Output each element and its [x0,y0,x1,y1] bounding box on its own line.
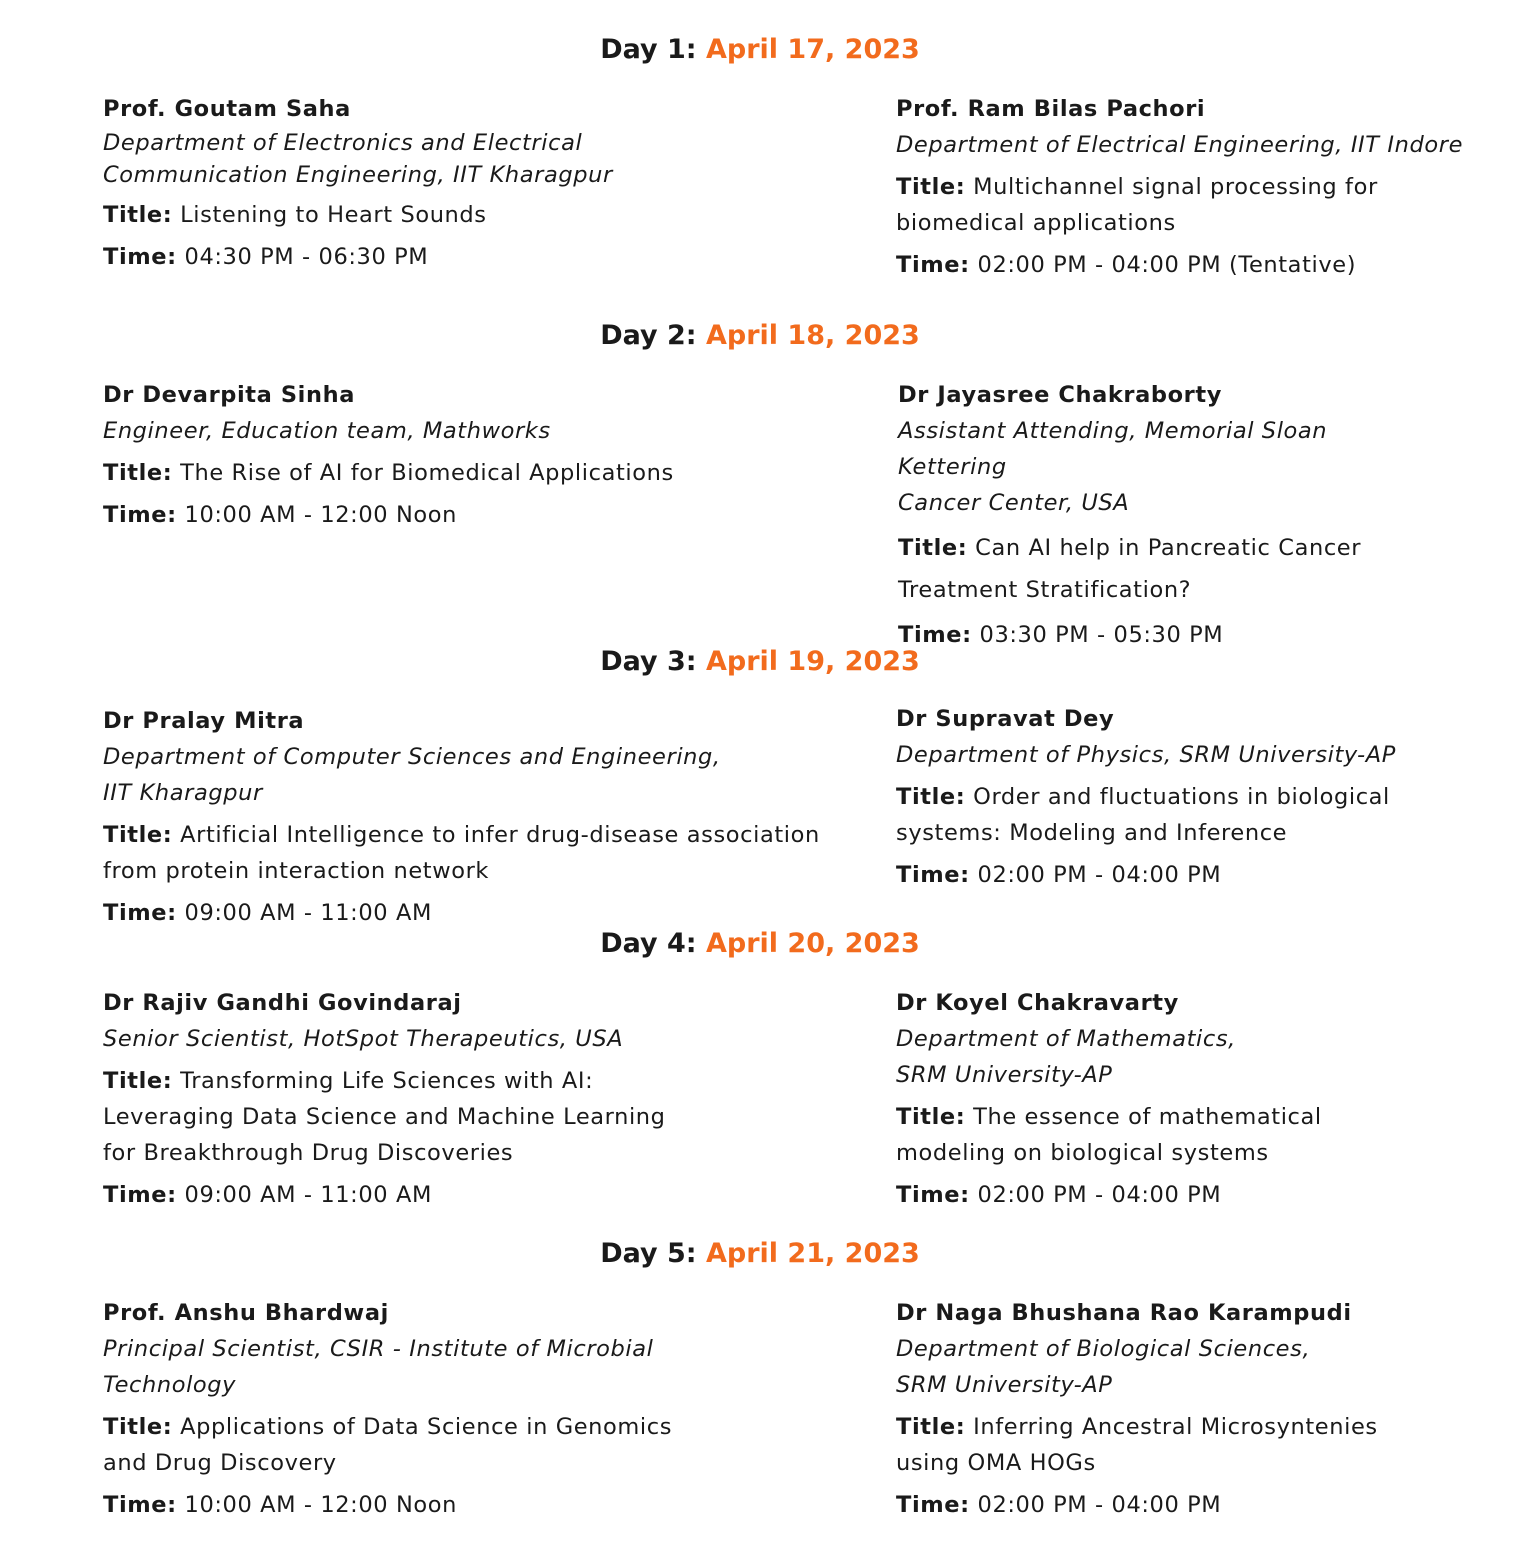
affiliation-line: Cancer Center, USA [898,490,1130,516]
talk-time [103,1487,693,1523]
speaker-card-naga-bhushana-rao-karampudi [896,1295,1436,1529]
talk-time-text: 02:00 PM - 04:00 PM [977,1182,1222,1208]
affiliation-line: Senior Scientist, HotSpot Therapeutics, USA [103,1026,624,1052]
time-label: Time: [896,1492,970,1518]
day-2-heading [0,318,1520,354]
speaker-name: Dr Pralay Mitra [103,708,305,734]
speaker-card-koyel-chakravarty [896,985,1366,1219]
talk-time [103,239,723,275]
talk-title [103,1409,693,1481]
talk-title [896,169,1456,241]
talk-time [896,1487,1436,1523]
talk-title-text: Artificial Intelligence to infer drug-disease association from protein interaction network [103,822,820,884]
day-date: April 20, 2023 [705,928,920,959]
day-label: Day 4: [600,928,697,959]
speaker-card-goutam-saha [103,91,723,281]
day-3-heading [0,644,1520,680]
speaker-name: Dr Supravat Dey [896,706,1115,732]
affiliation-line: Department of Electrical Engineering, IIT Indore [896,132,1464,158]
speaker-affiliation [103,739,823,811]
talk-time-text: 02:00 PM - 04:00 PM [977,862,1222,888]
talk-time-text: 04:30 PM - 06:30 PM [184,244,429,270]
talk-title [103,817,823,889]
time-label: Time: [103,502,177,528]
talk-title [898,527,1438,611]
day-date: April 18, 2023 [705,320,920,351]
talk-title-text: Applications of Data Science in Genomics and Drug Discovery [103,1414,673,1476]
affiliation-line: Engineer, Education team, Mathworks [103,418,551,444]
talk-title [103,1063,683,1171]
talk-time [896,247,1456,283]
speaker-affiliation [103,1331,693,1403]
day-date: April 19, 2023 [705,646,920,677]
affiliation-line: Technology [103,1372,237,1398]
talk-title-text: Multichannel signal processing for biomedical applications [896,174,1378,236]
talk-time-text: 10:00 AM - 12:00 Noon [184,1492,457,1518]
day-date: April 21, 2023 [705,1238,920,1269]
talk-time [103,497,803,533]
affiliation-line: Communication Engineering, IIT Kharagpur [103,162,613,188]
time-label: Time: [103,900,177,926]
affiliation-line: IIT Kharagpur [103,780,263,806]
speaker-card-anshu-bhardwaj [103,1295,693,1529]
title-label: Title: [103,822,173,848]
affiliation-line: Department of Biological Sciences, [896,1336,1311,1362]
speaker-card-supravat-dey [896,701,1436,899]
speaker-card-jayasree-chakraborty [898,377,1438,659]
talk-title-text: Listening to Heart Sounds [180,202,487,228]
speaker-affiliation [103,1021,683,1057]
speaker-affiliation [103,413,803,449]
title-label: Title: [103,1414,173,1440]
speaker-name: Prof. Ram Bilas Pachori [896,96,1206,122]
speaker-card-pralay-mitra [103,703,823,937]
talk-title [896,1409,1436,1481]
talk-title [103,455,803,491]
time-label: Time: [896,1182,970,1208]
talk-title [896,779,1436,851]
speaker-name: Dr Koyel Chakravarty [896,990,1179,1016]
day-label: Day 5: [600,1238,697,1269]
day-1-heading [0,32,1520,68]
affiliation-line: Principal Scientist, CSIR - Institute of Microbial [103,1336,654,1362]
time-label: Time: [103,1492,177,1518]
talk-time [896,857,1436,893]
speaker-affiliation [896,737,1436,773]
day-4-heading [0,926,1520,962]
time-label: Time: [103,1182,177,1208]
time-label: Time: [896,862,970,888]
speaker-name: Dr Naga Bhushana Rao Karampudi [896,1300,1352,1326]
affiliation-line: Assistant Attending, Memorial Sloan Kettering [898,418,1328,480]
speaker-affiliation [896,1331,1436,1403]
title-label: Title: [896,1104,966,1130]
speaker-affiliation [898,413,1438,521]
title-label: Title: [896,784,966,810]
speaker-name: Dr Jayasree Chakraborty [898,382,1222,408]
speaker-card-ram-bilas-pachori [896,91,1464,289]
talk-title [103,197,723,233]
speaker-card-rajiv-gandhi-govindaraj [103,985,683,1219]
speaker-name: Dr Devarpita Sinha [103,382,356,408]
affiliation-line: Department of Electronics and Electrical [103,130,583,156]
day-label: Day 2: [600,320,697,351]
talk-title-text: Can AI help in Pancreatic Cancer Treatment Stratification? [898,535,1362,603]
talk-title [896,1099,1366,1171]
talk-time [896,1177,1366,1213]
speaker-name: Dr Rajiv Gandhi Govindaraj [103,990,462,1016]
speaker-card-devarpita-sinha [103,377,803,539]
talk-title-text: The essence of mathematical modeling on biological systems [896,1104,1322,1166]
talk-time-text: 02:00 PM - 04:00 PM [977,1492,1222,1518]
talk-title-text: Inferring Ancestral Microsyntenies using OMA HOGs [896,1414,1378,1476]
affiliation-line: SRM University-AP [896,1372,1113,1398]
speaker-affiliation [896,127,1464,163]
day-5-heading [0,1236,1520,1272]
affiliation-line: Department of Computer Sciences and Engineering, [103,744,721,770]
day-label: Day 3: [600,646,697,677]
talk-time-text: 03:30 PM - 05:30 PM [979,622,1224,648]
title-label: Title: [103,1068,173,1094]
speaker-affiliation [896,1021,1366,1093]
talk-time [103,1177,683,1213]
talk-title-text: The Rise of AI for Biomedical Applications [180,460,674,486]
talk-time-text: 09:00 AM - 11:00 AM [184,900,432,926]
affiliation-line: SRM University-AP [896,1062,1113,1088]
day-label: Day 1: [600,34,697,65]
affiliation-line: Department of Mathematics, [896,1026,1236,1052]
day-date: April 17, 2023 [705,34,920,65]
title-label: Title: [896,1414,966,1440]
time-label: Time: [898,622,972,648]
speaker-name: Prof. Goutam Saha [103,96,351,122]
title-label: Title: [896,174,966,200]
title-label: Title: [103,460,173,486]
talk-time-text: 09:00 AM - 11:00 AM [184,1182,432,1208]
talk-time-text: 10:00 AM - 12:00 Noon [184,502,457,528]
talk-title-text: Order and fluctuations in biological systems: Modeling and Inference [896,784,1390,846]
title-label: Title: [103,202,173,228]
talk-time-text: 02:00 PM - 04:00 PM (Tentative) [977,252,1357,278]
affiliation-line: Department of Physics, SRM University-AP [896,742,1396,768]
talk-title-text: Transforming Life Sciences with AI: Leveraging Data Science and Machine Learning for Breakthrough Drug Discoveries [103,1068,666,1166]
speaker-affiliation [103,127,723,191]
time-label: Time: [896,252,970,278]
time-label: Time: [103,244,177,270]
title-label: Title: [898,535,968,561]
speaker-name: Prof. Anshu Bhardwaj [103,1300,389,1326]
